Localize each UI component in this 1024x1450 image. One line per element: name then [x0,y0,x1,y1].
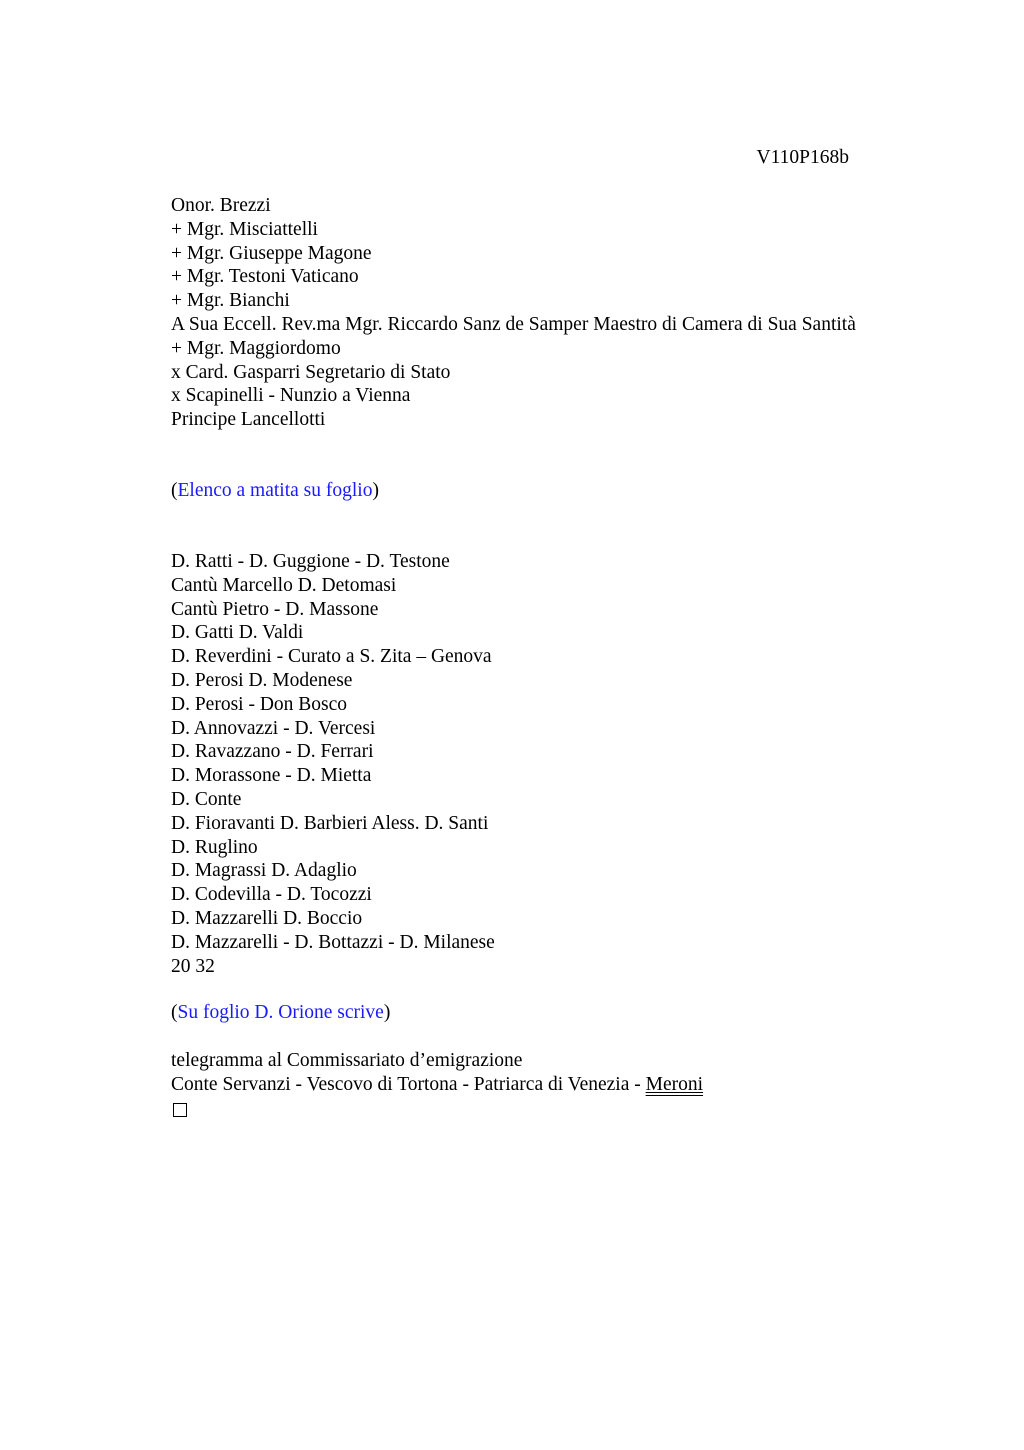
names-line-count: 20 32 [171,955,215,977]
names-line: Cantù Marcello D. Detomasi [171,574,397,596]
final-lines [171,1049,971,1120]
names-list [171,550,971,978]
names-line: D. Mazzarelli - D. Bottazzi - D. Milanese [171,931,495,953]
names-line: D. Fioravanti D. Barbieri Aless. D. Santi [171,812,489,834]
names-line: D. Annovazzi - D. Vercesi [171,717,376,739]
recipients-list [171,194,971,432]
note-paren-close: ) [372,480,379,501]
editorial-note-text: Su foglio D. Orione scrive [177,1002,384,1023]
names-line: Cantù Pietro - D. Massone [171,598,379,620]
names-line: D. Ravazzano - D. Ferrari [171,741,374,763]
recipient-line: + Mgr. Maggiordomo [171,337,341,359]
editorial-note-orione [171,1001,971,1025]
recipient-line: Principe Lancellotti [171,409,326,431]
note-paren-open: ( [171,1002,178,1023]
names-line: D. Reverdini - Curato a S. Zita – Genova [171,646,492,668]
names-line: D. Gatti D. Valdi [171,622,304,644]
square-box-icon [173,1103,187,1117]
names-line: D. Conte [171,788,242,810]
names-line: D. Codevilla - D. Tocozzi [171,884,372,906]
names-line: D. Mazzarelli D. Boccio [171,907,363,929]
recipient-line: x Scapinelli - Nunzio a Vienna [171,385,411,407]
recipient-line: + Mgr. Testoni Vaticano [171,266,359,288]
recipient-line: Onor. Brezzi [171,195,271,216]
recipient-line: x Card. Gasparri Segretario di Stato [171,361,451,383]
names-line: D. Ruglino [171,836,258,858]
signatories-prefix: Conte Servanzi - Vescovo di Tortona - Patriarca di Venezia - [171,1073,646,1095]
recipient-line: + Mgr. Giuseppe Magone [171,242,372,264]
editorial-note-text: Elenco a matita su foglio [177,480,373,501]
names-line: D. Morassone - D. Mietta [171,765,372,787]
document-id: V110P168b [756,147,849,168]
signatories-line [171,1073,971,1097]
names-line: D. Magrassi D. Adaglio [171,860,357,882]
names-line: D. Perosi D. Modenese [171,669,353,691]
recipient-line: + Mgr. Misciattelli [171,218,318,240]
editorial-note-pencil-list [171,479,971,503]
recipient-line: + Mgr. Bianchi [171,290,290,312]
note-paren-open: ( [171,480,178,501]
telegram-line: telegramma al Commissariato d’emigrazione [171,1050,523,1071]
underlined-name: Meroni [645,1073,704,1095]
recipient-line: A Sua Eccell. Rev.ma Mgr. Riccardo Sanz de Samper Maestro di Camera di Sua Santità [171,313,856,335]
note-paren-close: ) [383,1002,391,1023]
names-line: D. Ratti - D. Guggione - D. Testone [171,551,450,572]
names-line: D. Perosi - Don Bosco [171,693,348,715]
